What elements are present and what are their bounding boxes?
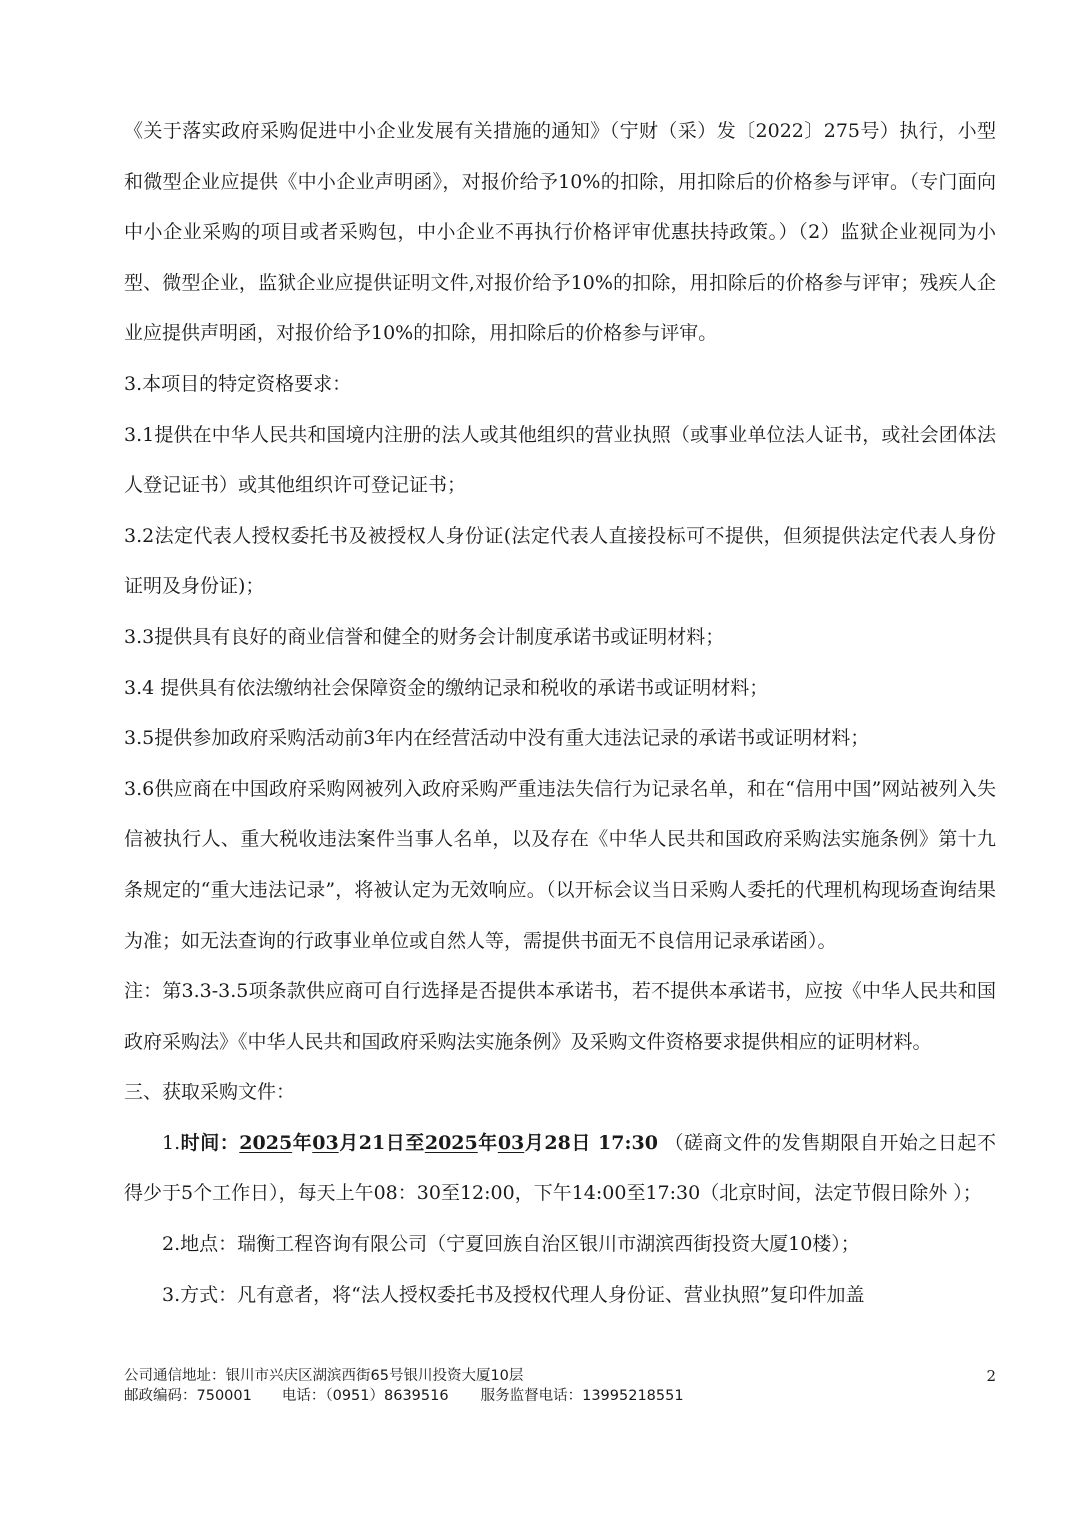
footer-phone: 电话：（0951）8639516: [281, 1388, 449, 1404]
footer-postcode: 邮政编码：750001: [124, 1388, 252, 1404]
qualification-item-3-1: 3.1提供在中华人民共和国境内注册的法人或其他组织的营业执照（或事业单位法人证书，或社会团体法人登记证书）或其他组织许可登记证书；: [124, 423, 996, 497]
document-body: [124, 106, 996, 1320]
end-time: 17:30: [590, 1131, 658, 1154]
qualification-note: 注：第3.3-3.5项条款供应商可自行选择是否提供本承诺书，若不提供本承诺书，应按《中华人民共和国政府采购法》《中华人民共和国政府采购法实施条例》及采购文件资格要求提供相应的证明材料。: [124, 980, 996, 1053]
month-unit: 月: [338, 1131, 359, 1154]
qualification-item-3-3: 3.3提供具有良好的商业信誉和健全的财务会计制度承诺书或证明材料；: [124, 625, 725, 648]
acquisition-time-paragraph: [124, 1118, 996, 1219]
start-year: 2025: [239, 1131, 293, 1154]
start-day: 21: [358, 1131, 386, 1154]
qualification-item-3-2: 3.2法定代表人授权委托书及被授权人身份证(法定代表人直接投标可不提供，但须提供法定代表人身份证明及身份证)；: [124, 524, 996, 598]
day-to-unit: 日至: [385, 1131, 425, 1154]
end-day-unit: 日: [570, 1131, 591, 1154]
time-item-number: 1.: [162, 1131, 181, 1154]
footer-address: 公司通信地址：银川市兴庆区湖滨西街65号银川投资大厦10层: [124, 1368, 524, 1384]
time-details: （磋商文件的发售期限自开始之日起不得少于5个工作日），每天上午08：30至12:00，下午14:00至17:30（北京时间，法定节假日除外 ）；: [124, 1131, 996, 1205]
year-unit: 年: [292, 1131, 313, 1154]
footer-contact-line: [124, 1386, 996, 1406]
start-month: 03: [312, 1131, 339, 1154]
qualification-heading: 3.本项目的特定资格要求：: [124, 372, 352, 395]
qualification-item-3-5: 3.5提供参加政府采购活动前3年内在经营活动中没有重大违法记录的承诺书或证明材料；: [124, 727, 870, 750]
time-label: 时间：: [180, 1131, 240, 1154]
footer-address-line: [124, 1366, 996, 1386]
section-three-heading: 三、获取采购文件：: [124, 1081, 296, 1104]
end-year-unit: 年: [477, 1131, 498, 1154]
qualification-item-3-6: 3.6供应商在中国政府采购网被列入政府采购严重违法失信行为记录名单，和在“信用中国”网站被列入失信被执行人、重大税收违法案件当事人名单，以及存在《中华人民共和国政府采购法实施条例》第十九条规定的“重大违法记录”，将被认定为无效响应。（以开标会议当日采购人委托的代理机构现场查询结果为准；如无法查询的行政事业单位或自然人等，需提供书面无不良信用记录承诺函）。: [124, 777, 996, 952]
end-month-unit: 月: [524, 1131, 545, 1154]
page-footer: [124, 1366, 996, 1406]
end-month: 03: [497, 1131, 525, 1154]
acquisition-method-paragraph: 3.方式：凡有意者，将“法人授权委托书及授权代理人身份证、营业执照”复印件加盖: [162, 1283, 865, 1306]
end-year: 2025: [424, 1131, 478, 1154]
page-number: 2: [986, 1367, 996, 1385]
qualification-item-3-4: 3.4 提供具有依法缴纳社会保障资金的缴纳记录和税收的承诺书或证明材料；: [124, 676, 769, 699]
acquisition-location-paragraph: 2.地点：瑞衡工程咨询有限公司（宁夏回族自治区银川市湖滨西街投资大厦10楼）；: [162, 1233, 860, 1256]
end-day: 28: [544, 1131, 571, 1154]
small-business-paragraph: 《关于落实政府采购促进中小企业发展有关措施的通知》（宁财（采）发〔2022〕275号）执行，小型和微型企业应提供《中小企业声明函》，对报价给予10%的扣除，用扣除后的价格参与评审。（专门面向中小企业采购的项目或者采购包，中小企业不再执行价格评审优惠扶持政策。）（2）监狱企业视同为小型、微型企业，监狱企业应提供证明文件,对报价给予10%的扣除，用扣除后的价格参与评审；残疾人企业应提供声明函，对报价给予10%的扣除，用扣除后的价格参与评审。: [124, 120, 996, 345]
footer-supervision-phone: 服务监督电话：13995218551: [480, 1388, 684, 1404]
